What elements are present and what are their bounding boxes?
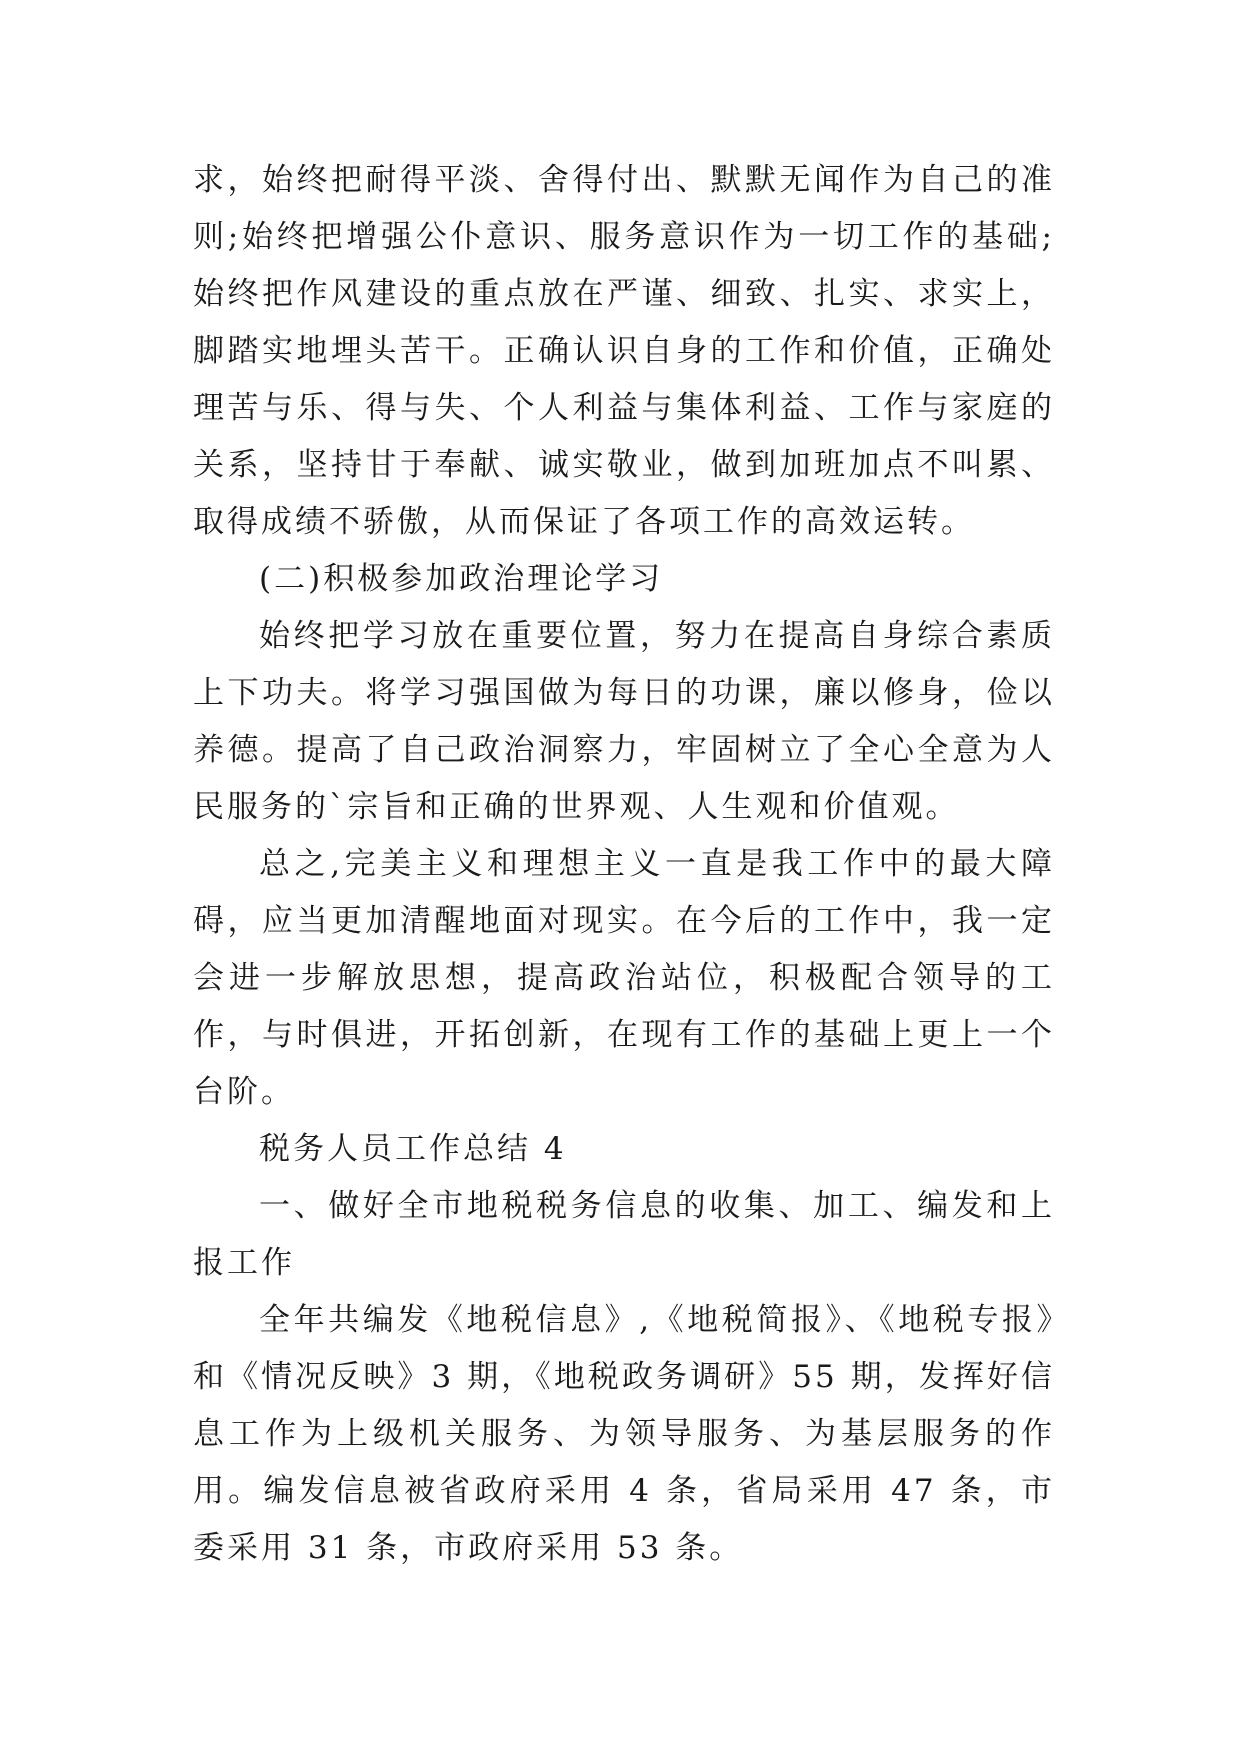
paragraph-continuation: 求，始终把耐得平淡、舍得付出、默默无闻作为自己的准则;始终把增强公仆意识、服务意识作为一切工作的基础;始终把作风建设的重点放在严谨、细致、扎实、求实上，脚踏实地埋头苦干。正确认识自身的工作和价值，正确处理苦与乐、得与失、个人利益与集体利益、工作与家庭的关系，坚持甘于奉献、诚实敬业，做到加班加点不叫累、取得成绩不骄傲，从而保证了各项工作的高效运转。 — [193, 162, 1055, 540]
paragraph-conclusion: 总之,完美主义和理想主义一直是我工作中的最大障碍，应当更加清醒地面对现实。在今后的工作中，我一定会进一步解放思想，提高政治站位，积极配合领导的工作，与时俱进，开拓创新，在现有工作的基础上更上一个台阶。 — [193, 846, 1055, 1110]
document-body — [193, 152, 1055, 1577]
paragraph-information: 全年共编发《地税信息》,《地税简报》、《地税专报》和《情况反映》3 期，《地税政务调研》55 期，发挥好信息工作为上级机关服务、为领导服务、为基层服务的作用。编发信息被省政府采用 4 条，省局采用 47 条，市委采用 31 条，市政府采用 53 条。 — [193, 1302, 1055, 1566]
section-heading-political-study: (二)积极参加政治理论学习 — [259, 561, 664, 597]
section-heading-information-work: 一、做好全市地税税务信息的收集、加工、编发和上报工作 — [193, 1188, 1055, 1281]
summary-title: 税务人员工作总结 4 — [259, 1131, 567, 1167]
paragraph-study: 始终把学习放在重要位置，努力在提高自身综合素质上下功夫。将学习强国做为每日的功课，廉以修身，俭以养德。提高了自己政治洞察力，牢固树立了全心全意为人民服务的`宗旨和正确的世界观、人生观和价值观。 — [193, 618, 1055, 825]
